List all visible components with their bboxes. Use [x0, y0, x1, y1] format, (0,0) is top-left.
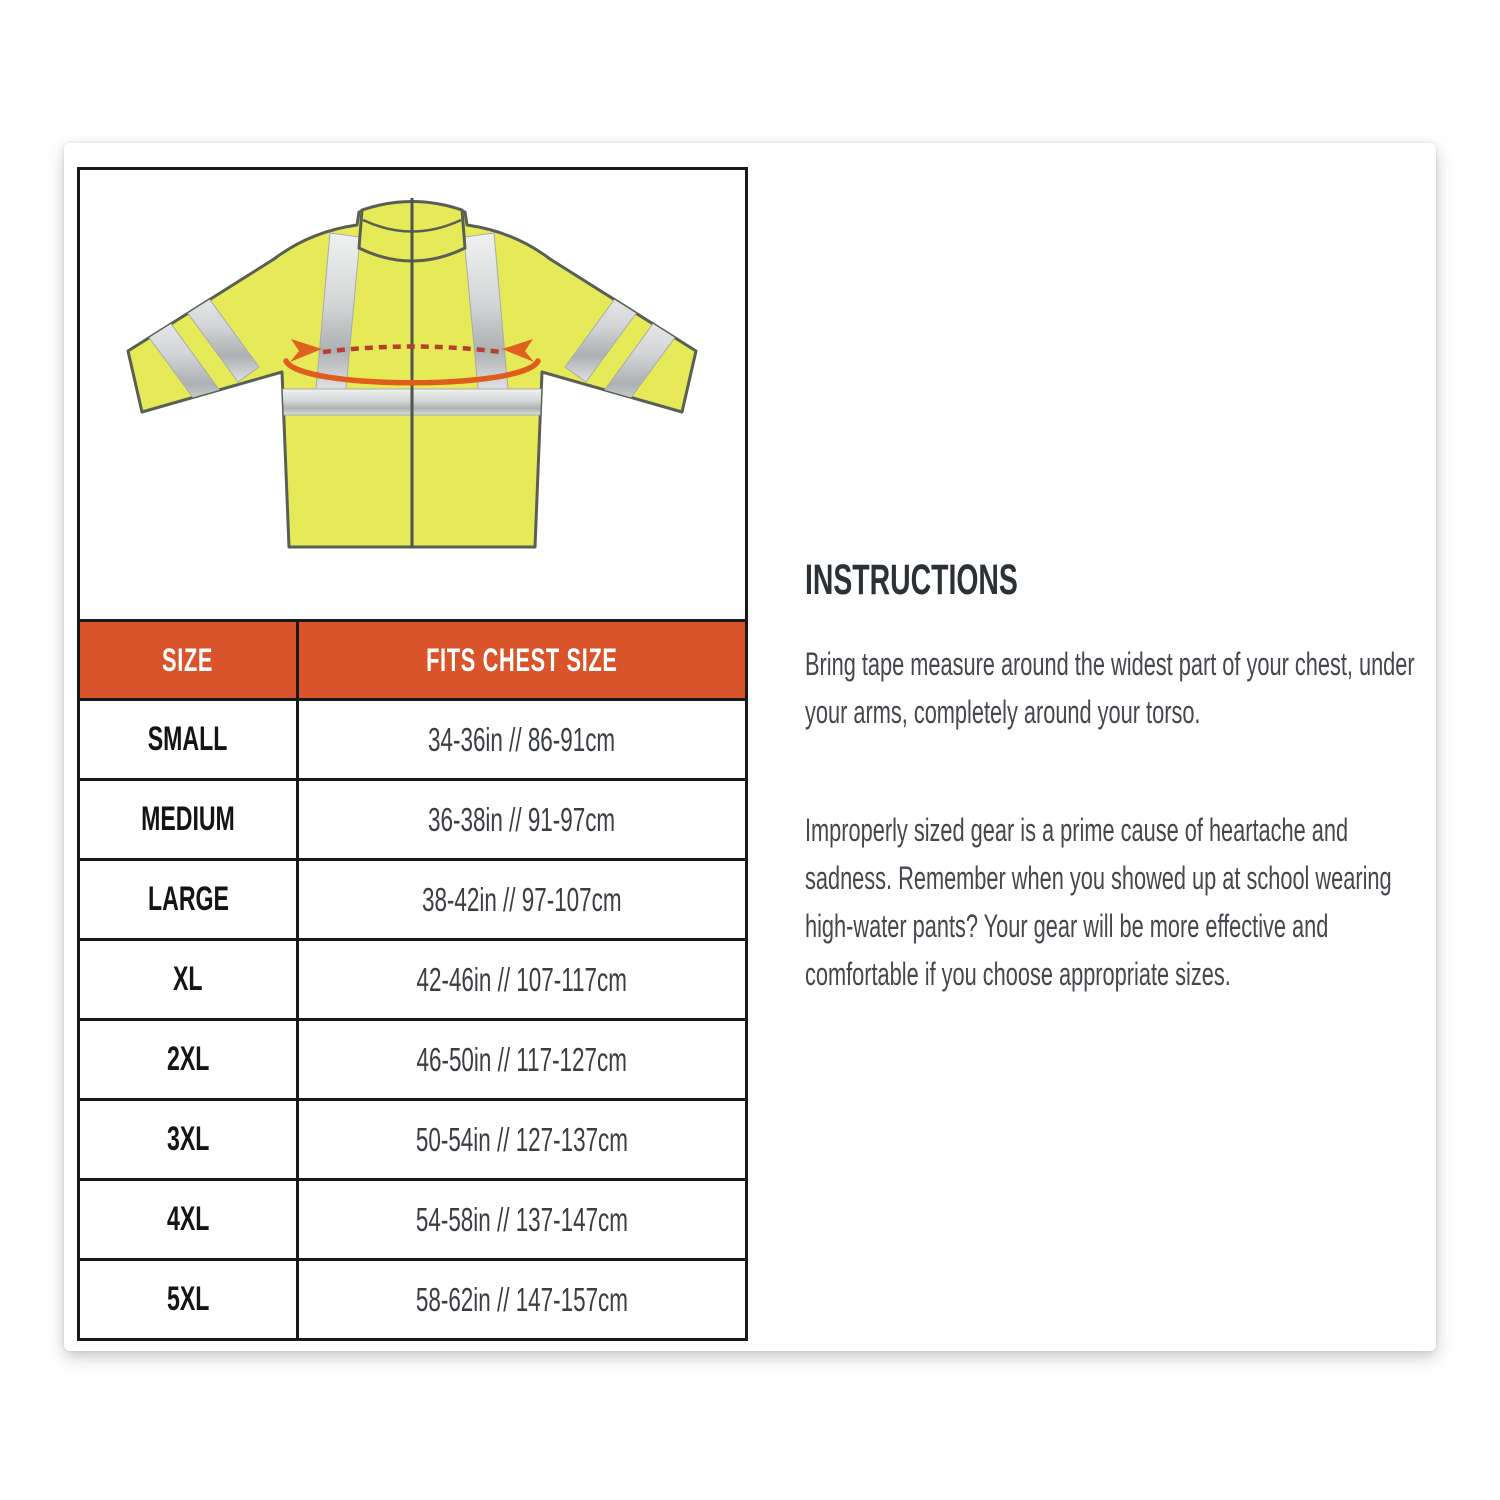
- hi-vis-jacket-chest-measurement-icon: [80, 170, 745, 619]
- jacket-diagram-area: [80, 170, 745, 622]
- chest-size-cell: 42-46in // 107-117cm: [416, 960, 628, 998]
- size-chart-card: [64, 143, 1436, 1351]
- size-cell: MEDIUM: [80, 781, 299, 858]
- chest-size-column-header: FITS CHEST SIZE: [426, 641, 618, 678]
- size-cell: 4XL: [80, 1181, 299, 1258]
- size-cell: LARGE: [80, 861, 299, 938]
- instructions-title: INSTRUCTIONS: [805, 556, 1018, 604]
- size-cell: XL: [80, 941, 299, 1018]
- table-row: [80, 1021, 745, 1101]
- chest-size-cell: 34-36in // 86-91cm: [428, 720, 616, 758]
- chest-size-cell: 38-42in // 97-107cm: [422, 880, 622, 918]
- table-row: [80, 781, 745, 861]
- table-row: [80, 1101, 745, 1181]
- instructions-paragraph: Bring tape measure around the widest part of your chest, under your arms, completely around your torso.: [805, 646, 1415, 730]
- size-cell: 2XL: [80, 1021, 299, 1098]
- chest-size-cell: 50-54in // 127-137cm: [415, 1120, 629, 1158]
- size-column-header: SIZE: [80, 622, 299, 698]
- table-row: [80, 941, 745, 1021]
- size-chart-panel: [77, 167, 748, 1341]
- chest-size-cell: 46-50in // 117-127cm: [416, 1040, 628, 1078]
- instructions-paragraph: Improperly sized gear is a prime cause of heartache and sadness. Remember when you showed up at school wearing high-water pants? Your gear will be more effective and comfortable if you choose appropriate sizes.: [805, 812, 1392, 992]
- table-row: [80, 701, 745, 781]
- table-row: [80, 1181, 745, 1261]
- chest-size-cell: 54-58in // 137-147cm: [415, 1200, 629, 1238]
- chest-size-cell: 58-62in // 147-157cm: [415, 1280, 629, 1318]
- size-cell: SMALL: [80, 701, 299, 778]
- size-cell: 3XL: [80, 1101, 299, 1178]
- instructions-section: [805, 556, 1445, 998]
- table-row: [80, 1261, 745, 1338]
- size-cell: 5XL: [80, 1261, 299, 1338]
- chest-size-cell: 36-38in // 91-97cm: [428, 800, 616, 838]
- table-row: [80, 861, 745, 941]
- size-table-header: [80, 622, 745, 701]
